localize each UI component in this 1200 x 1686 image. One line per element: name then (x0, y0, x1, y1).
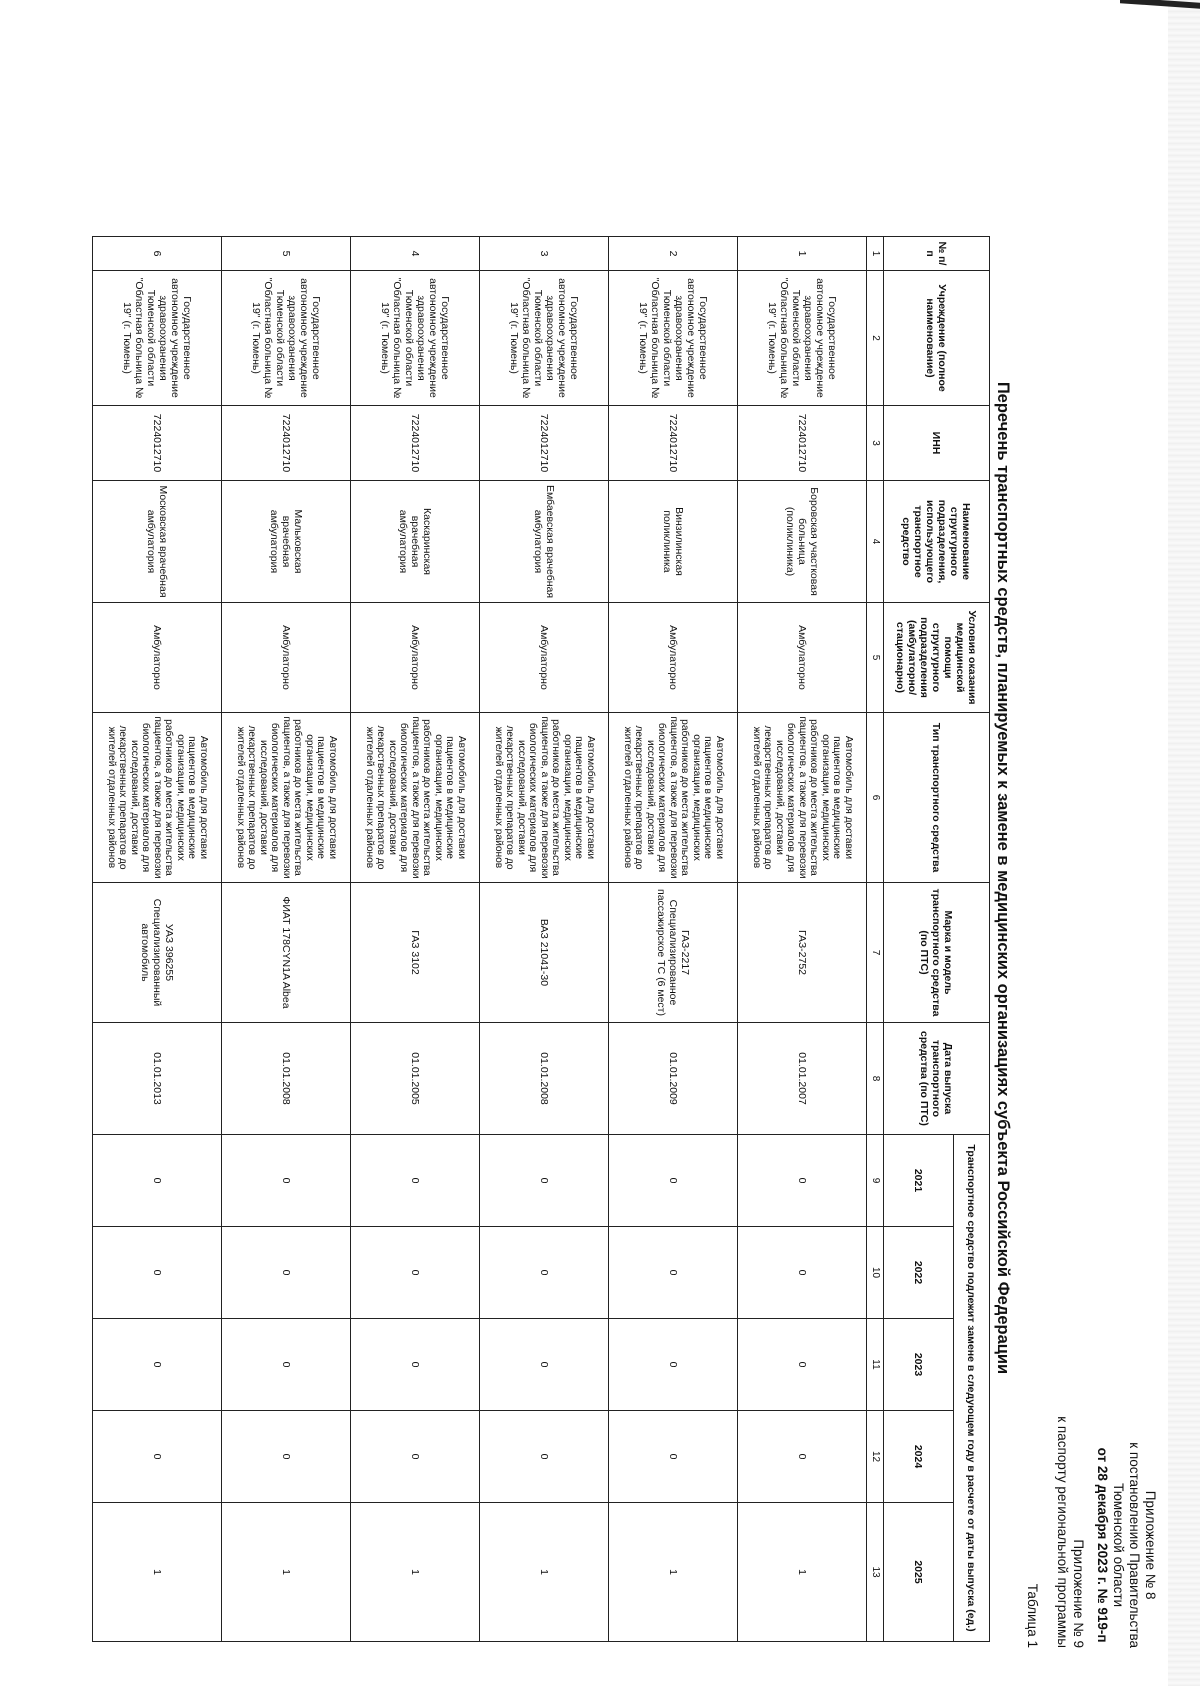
cell-model: УАЗ 396255 Специализированный автомобиль (93, 883, 222, 1023)
decree-line2: Тюменской области (1111, 1483, 1126, 1608)
cell-unit: Мальковская врачебная амбулатория (222, 481, 351, 603)
cell-2022: 0 (738, 1227, 867, 1319)
cell-date: 01.01.2007 (738, 1023, 867, 1135)
cell-num: 5 (222, 237, 351, 271)
col-num: 9 (867, 1135, 884, 1227)
cell-2025: 1 (93, 1503, 222, 1642)
cell-unit: Ембаевская врачебная амбулатория (480, 481, 609, 603)
cell-conditions: Амбулаторно (222, 603, 351, 713)
table-row (609, 237, 738, 1642)
col-num: 6 (867, 713, 884, 883)
col-num: 3 (867, 406, 884, 481)
col-num: 1 (867, 237, 884, 271)
cell-conditions: Амбулаторно (609, 603, 738, 713)
header-year-2024: 2024 (884, 1411, 954, 1503)
col-num: 7 (867, 883, 884, 1023)
header-year-2021: 2021 (884, 1135, 954, 1227)
cell-model: ГАЗ 3102 (351, 883, 480, 1023)
cell-2021: 0 (351, 1135, 480, 1227)
cell-type: Автомобиль для доставки пациентов в медицинские организации, медицинских работников до места жительства пациентов, а также для перевозки биологических материалов для исследований, доставки лекарственных препаратов до жителей отдаленных районов (480, 713, 609, 883)
decree-header (1094, 1442, 1158, 1648)
cell-2023: 0 (609, 1319, 738, 1411)
column-number-row (867, 237, 884, 1642)
appendix9-to: к паспорту региональной программы (1055, 1416, 1070, 1648)
cell-model: ГАЗ-2217 Специализированное пассажирское ТС (6 мест) (609, 883, 738, 1023)
cell-inn: 7224012710 (93, 406, 222, 481)
col-num: 5 (867, 603, 884, 713)
cell-conditions: Амбулаторно (480, 603, 609, 713)
cell-2023: 0 (93, 1319, 222, 1411)
table-row (738, 237, 867, 1642)
cell-date: 01.01.2005 (351, 1023, 480, 1135)
table-row (351, 237, 480, 1642)
cell-2022: 0 (351, 1227, 480, 1319)
cell-2025: 1 (609, 1503, 738, 1642)
cell-model: ВАЗ 21041-30 (480, 883, 609, 1023)
cell-date: 01.01.2009 (609, 1023, 738, 1135)
cell-num: 6 (93, 237, 222, 271)
cell-date: 01.01.2013 (93, 1023, 222, 1135)
cell-2021: 0 (609, 1135, 738, 1227)
cell-2025: 1 (480, 1503, 609, 1642)
cell-unit: Каскаринская врачебная амбулатория (351, 481, 480, 603)
col-num: 4 (867, 481, 884, 603)
col-num: 8 (867, 1023, 884, 1135)
cell-institution: Государственное автономное учреждение здравоохранения Тюменской области "Областная больница № 19" (г. Тюмень) (480, 271, 609, 406)
header-replace-group: Транспортное средство подлежит замене в следующем году в расчете от даты выпуска (ед.) (954, 1135, 990, 1642)
cell-2021: 0 (93, 1135, 222, 1227)
header-inn: ИНН (884, 406, 990, 481)
cell-inn: 7224012710 (480, 406, 609, 481)
cell-conditions: Амбулаторно (351, 603, 480, 713)
cell-institution: Государственное автономное учреждение здравоохранения Тюменской области "Областная больница № 19" (г. Тюмень) (93, 271, 222, 406)
cell-model: ФИАТ 178CYN1A Albea (222, 883, 351, 1023)
cell-num: 4 (351, 237, 480, 271)
cell-2022: 0 (93, 1227, 222, 1319)
rotated-content (105, 88, 1198, 1668)
cell-inn: 7224012710 (738, 406, 867, 481)
cell-institution: Государственное автономное учреждение здравоохранения Тюменской области "Областная больница № 19" (г. Тюмень) (609, 271, 738, 406)
scan-corner-mark (1120, 0, 1200, 9)
cell-2024: 0 (351, 1411, 480, 1503)
cell-unit: Боровская участковая больница (поликлиника) (738, 481, 867, 603)
cell-2024: 0 (480, 1411, 609, 1503)
cell-2022: 0 (609, 1227, 738, 1319)
cell-2021: 0 (738, 1135, 867, 1227)
header-unit: Наименование структурного подразделения, использующего транспортное средство (884, 481, 990, 603)
cell-2023: 0 (480, 1319, 609, 1411)
cell-type: Автомобиль для доставки пациентов в медицинские организации, медицинских работников до места жительства пациентов, а также для перевозки биологических материалов для исследований, доставки лекарственных препаратов до жителей отдаленных районов (222, 713, 351, 883)
table-row (222, 237, 351, 1642)
header-conditions: Условия оказания медицинской помощи структурного подразделения (амбулаторно/ стационарно) (884, 603, 990, 713)
cell-model: ГАЗ-2752 (738, 883, 867, 1023)
cell-inn: 7224012710 (351, 406, 480, 481)
cell-unit: Московская врачебная амбулатория (93, 481, 222, 603)
cell-type: Автомобиль для доставки пациентов в медицинские организации, медицинских работников до места жительства пациентов, а также для перевозки биологических материалов для исследований, доставки лекарственных препаратов до жителей отдаленных районов (93, 713, 222, 883)
cell-unit: Винзилинская поликлиника (609, 481, 738, 603)
appendix8-label: Приложение № 8 (1143, 1490, 1158, 1600)
program-header (1054, 1416, 1086, 1648)
cell-2022: 0 (222, 1227, 351, 1319)
header-year-2022: 2022 (884, 1227, 954, 1319)
header-institution: Учреждение (полное наименование) (884, 271, 990, 406)
cell-2021: 0 (222, 1135, 351, 1227)
cell-2024: 0 (738, 1411, 867, 1503)
decree-date: от 28 декабря 2023 г. № 919-п (1095, 1447, 1110, 1643)
cell-institution: Государственное автономное учреждение здравоохранения Тюменской области "Областная больница № 19" (г. Тюмень) (351, 271, 480, 406)
cell-num: 1 (738, 237, 867, 271)
col-num: 11 (867, 1319, 884, 1411)
cell-2024: 0 (609, 1411, 738, 1503)
cell-2024: 0 (93, 1411, 222, 1503)
table-row (93, 237, 222, 1642)
header-model: Марка и модель транспортного средства (по ПТС) (884, 883, 990, 1023)
cell-date: 01.01.2008 (480, 1023, 609, 1135)
table-row (480, 237, 609, 1642)
col-num: 10 (867, 1227, 884, 1319)
document-title: Перечень транспортных средств, планируемых к замене в медицинских организациях субъекта Российской Федерации (994, 381, 1012, 1375)
col-num: 13 (867, 1503, 884, 1642)
cell-2025: 1 (738, 1503, 867, 1642)
cell-2025: 1 (351, 1503, 480, 1642)
cell-date: 01.01.2008 (222, 1023, 351, 1135)
cell-2021: 0 (480, 1135, 609, 1227)
cell-2023: 0 (351, 1319, 480, 1411)
table-label: Таблица 1 (1025, 1583, 1040, 1648)
cell-institution: Государственное автономное учреждение здравоохранения Тюменской области "Областная больница № 19" (г. Тюмень) (222, 271, 351, 406)
cell-conditions: Амбулаторно (738, 603, 867, 713)
vehicles-table (92, 236, 990, 1642)
cell-inn: 7224012710 (609, 406, 738, 481)
appendix9-label: Приложение № 9 (1071, 1539, 1086, 1648)
cell-num: 2 (609, 237, 738, 271)
cell-2024: 0 (222, 1411, 351, 1503)
cell-conditions: Амбулаторно (93, 603, 222, 713)
cell-type: Автомобиль для доставки пациентов в медицинские организации, медицинских работников до места жительства пациентов, а также для перевозки биологических материалов для исследований, доставки лекарственных препаратов до жителей отдаленных районов (609, 713, 738, 883)
cell-type: Автомобиль для доставки пациентов в медицинские организации, медицинских работников до места жительства пациентов, а также для перевозки биологических материалов для исследований, доставки лекарственных препаратов до жителей отдаленных районов (351, 713, 480, 883)
header-date: Дата выпуска транспортного средства (по ПТС) (884, 1023, 990, 1135)
cell-num: 3 (480, 237, 609, 271)
cell-type: Автомобиль для доставки пациентов в медицинские организации, медицинских работников до места жительства пациентов, а также для перевозки биологических материалов для исследований, доставки лекарственных препаратов до жителей отдаленных районов (738, 713, 867, 883)
cell-2025: 1 (222, 1503, 351, 1642)
header-year-2023: 2023 (884, 1319, 954, 1411)
col-num: 2 (867, 271, 884, 406)
cell-inn: 7224012710 (222, 406, 351, 481)
cell-2023: 0 (222, 1319, 351, 1411)
decree-line1: к постановлению Правительства (1127, 1442, 1142, 1648)
col-num: 12 (867, 1411, 884, 1503)
cell-2023: 0 (738, 1319, 867, 1411)
cell-institution: Государственное автономное учреждение здравоохранения Тюменской области "Областная больница № 19" (г. Тюмень) (738, 271, 867, 406)
cell-2022: 0 (480, 1227, 609, 1319)
header-year-2025: 2025 (884, 1503, 954, 1642)
header-num: № п/п (884, 237, 990, 271)
header-type: Тип транспортного средства (884, 713, 990, 883)
